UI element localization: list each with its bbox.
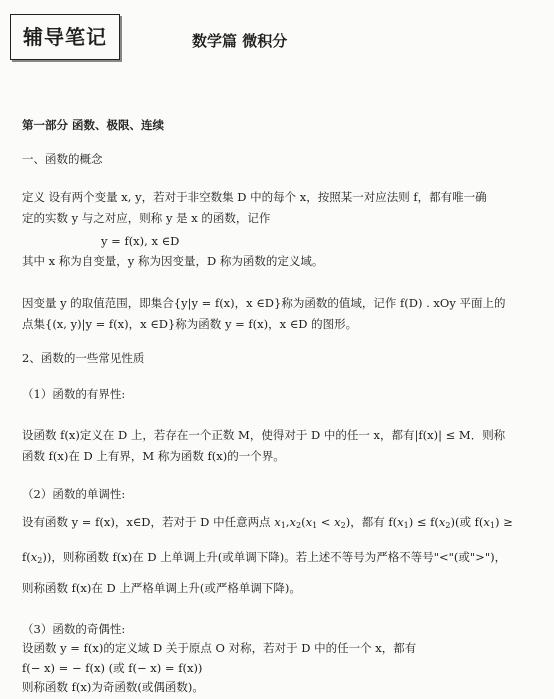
variables-line: 其中 x 称为自变量，y 称为因变量，D 称为函数的定义域。 [22, 254, 324, 268]
monotonicity-line-3: 则称函数 f(x)在 D 上严格单调上升(或严格单调下降)。 [22, 581, 301, 595]
section-heading-properties: 2、函数的一些常见性质 [22, 351, 145, 365]
boundedness-line-1: 设函数 f(x)定义在 D 上，若存在一个正数 M，使得对于 D 中的任一 x，都有|f(x)| ≤ M．则称 [22, 428, 506, 442]
function-formula: y = f(x), x ∈D [101, 234, 180, 248]
page-title: 数学篇 微积分 [192, 32, 288, 50]
parity-line-2: f(− x) = − f(x) (或 f(− x) = f(x)) [22, 661, 203, 675]
range-line-1: 因变量 y 的取值范围，即集合{y|y = f(x)，x ∈D}称为函数的值域，记作 f(D) . xOy 平面上的 [22, 296, 506, 310]
monotonicity-line-1: 设有函数 y = f(x)，x∈D，若对于 D 中任意两点 $x_1,x_2(x_1 < x_2)$，都有 $f(x_1) \le f(x_2)$(或 $f(x_1)$ ≥ [22, 515, 513, 530]
monotonicity-line-2: $f(x_2)$)，则称函数 f(x)在 D 上单调上升(或单调下降)。若上述不等号为严格不等号"<"(或">")， [22, 550, 507, 565]
notes-badge: 辅导笔记 [10, 14, 120, 60]
parity-line-1: 设函数 y = f(x)的定义域 D 关于原点 O 对称，若对于 D 中的任一个 x，都有 [22, 641, 417, 655]
monotonicity-heading: （2）函数的单调性: [22, 487, 126, 501]
boundedness-heading: （1）函数的有界性: [22, 387, 126, 401]
definition-line-2: 定的实数 y 与之对应，则称 y 是 x 的函数，记作 [22, 211, 271, 225]
parity-line-3: 则称函数 f(x)为奇函数(或偶函数)。 [22, 680, 204, 694]
part-heading: 第一部分 函数、极限、连续 [22, 118, 165, 132]
parity-heading: （3）函数的奇偶性: [22, 622, 126, 636]
section-heading-concept: 一、函数的概念 [22, 152, 103, 166]
range-line-2: 点集{(x, y)|y = f(x)，x ∈D}称为函数 y = f(x)，x ∈D 的图形。 [22, 317, 358, 331]
definition-line-1: 定义 设有两个变量 x, y，若对于非空数集 D 中的每个 x，按照某一对应法则 f，都有唯一确 [22, 190, 487, 204]
boundedness-line-2: 函数 f(x)在 D 上有界，M 称为函数 f(x)的一个界。 [22, 449, 285, 463]
